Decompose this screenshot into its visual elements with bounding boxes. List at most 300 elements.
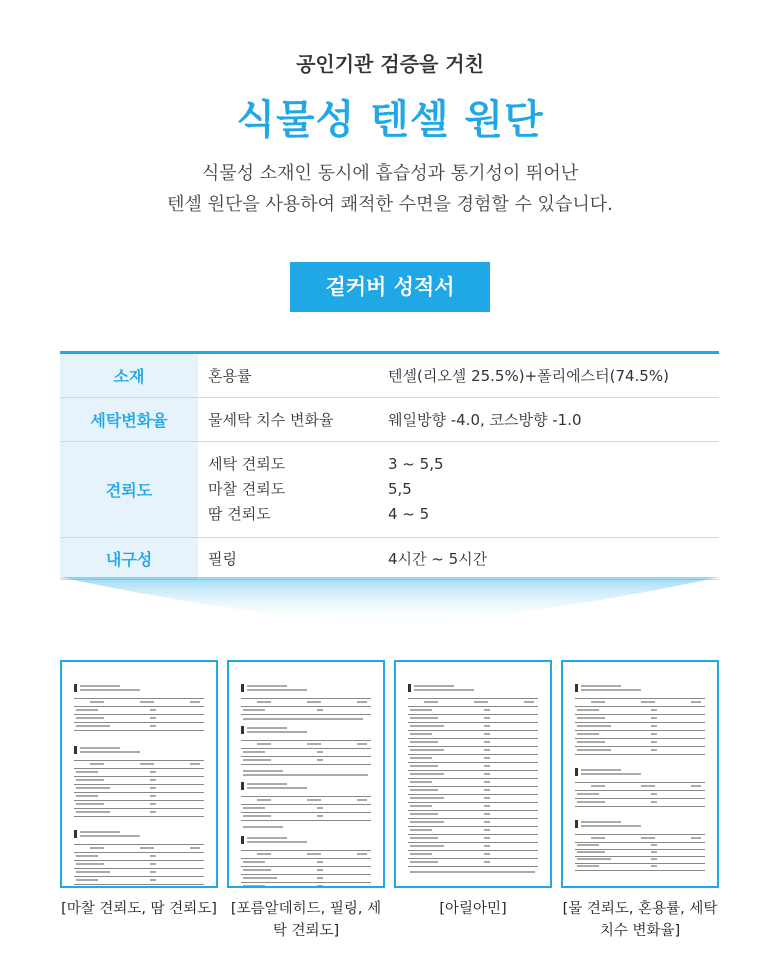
doc-rule — [408, 850, 538, 851]
doc-text-line — [90, 701, 104, 703]
doc-text-line — [577, 793, 599, 795]
doc-text-line — [80, 747, 120, 749]
doc-text-line — [190, 763, 200, 765]
doc-text-line — [484, 757, 490, 759]
doc-text-line — [150, 795, 156, 797]
doc-text-line — [243, 885, 265, 887]
doc-rule — [74, 844, 204, 845]
doc-rule — [241, 764, 371, 765]
doc-rule — [408, 778, 538, 779]
doc-text-line — [484, 725, 490, 727]
doc-text-line — [577, 749, 611, 751]
description — [0, 158, 780, 220]
doc-text-line — [317, 709, 323, 711]
doc-text-line — [577, 733, 599, 735]
doc-text-line — [651, 858, 657, 860]
doc-text-line — [150, 771, 156, 773]
page-title: 식물성 텐셀 원단 — [236, 97, 544, 143]
document-page — [404, 670, 542, 878]
down-arrow-shape — [60, 577, 719, 625]
doc-text-line — [410, 765, 438, 767]
doc-rule — [408, 842, 538, 843]
doc-rule — [575, 738, 705, 739]
doc-marker — [575, 768, 578, 776]
doc-text-line — [257, 743, 271, 745]
doc-rule — [575, 849, 705, 850]
doc-text-line — [484, 749, 490, 751]
doc-rule — [408, 706, 538, 707]
doc-rule — [74, 876, 204, 877]
doc-text-line — [76, 771, 98, 773]
doc-text-line — [641, 785, 655, 787]
doc-text-line — [243, 718, 363, 720]
doc-rule — [241, 866, 371, 867]
document-caption-2 — [216, 898, 396, 942]
doc-marker — [241, 782, 244, 790]
doc-rule — [575, 834, 705, 835]
doc-rule — [575, 706, 705, 707]
doc-text-line — [76, 863, 104, 865]
doc-text-line — [410, 781, 432, 783]
doc-text-line — [691, 701, 701, 703]
doc-text-line — [484, 837, 490, 839]
doc-marker — [241, 726, 244, 734]
doc-text-line — [76, 811, 110, 813]
doc-text-line — [76, 717, 104, 719]
doc-text-line — [410, 861, 438, 863]
doc-text-line — [484, 773, 490, 775]
doc-text-line — [247, 841, 307, 843]
doc-rule — [241, 714, 371, 715]
doc-text-line — [410, 733, 432, 735]
doc-text-line — [80, 751, 140, 753]
description-line-2: 텐셀 원단을 사용하여 쾌적한 수면을 경험할 수 있습니다. — [167, 194, 613, 215]
doc-text-line — [581, 821, 621, 823]
doc-text-line — [591, 701, 605, 703]
doc-rule — [74, 852, 204, 853]
doc-text-line — [474, 701, 488, 703]
spec-table — [60, 351, 719, 580]
doc-marker — [575, 820, 578, 828]
doc-text-line — [257, 701, 271, 703]
doc-text-line — [484, 717, 490, 719]
spec-item: 물세탁 치수 변화율 — [208, 411, 334, 429]
spec-item: 세탁 견뢰도 — [208, 455, 286, 473]
spec-item: 혼용률 — [208, 367, 252, 385]
doc-rule — [408, 722, 538, 723]
doc-text-line — [357, 853, 367, 855]
caption-line: [마찰 견뢰도, 땀 견뢰도] — [61, 901, 217, 917]
doc-marker — [575, 684, 578, 692]
doc-text-line — [577, 717, 605, 719]
doc-text-line — [80, 835, 140, 837]
doc-rule — [575, 746, 705, 747]
doc-rule — [575, 856, 705, 857]
doc-rule — [575, 863, 705, 864]
description-line-1: 식물성 소재인 동시에 흡습성과 통기성이 뛰어난 — [201, 163, 579, 184]
doc-rule — [575, 782, 705, 783]
doc-text-line — [410, 717, 438, 719]
doc-text-line — [247, 731, 307, 733]
doc-text-line — [591, 837, 605, 839]
doc-text-line — [410, 805, 432, 807]
doc-rule — [74, 722, 204, 723]
doc-text-line — [317, 877, 323, 879]
doc-text-line — [581, 769, 621, 771]
doc-text-line — [247, 727, 287, 729]
doc-text-line — [410, 837, 438, 839]
doc-rule — [241, 804, 371, 805]
doc-text-line — [577, 801, 605, 803]
doc-text-line — [651, 793, 657, 795]
spec-label: 내구성 — [60, 538, 198, 579]
doc-text-line — [651, 749, 657, 751]
doc-text-line — [484, 853, 490, 855]
doc-text-line — [150, 709, 156, 711]
doc-text-line — [414, 689, 474, 691]
doc-text-line — [484, 765, 490, 767]
spec-value: 4시간 ~ 5시간 — [388, 550, 488, 568]
doc-text-line — [484, 781, 490, 783]
doc-rule — [408, 810, 538, 811]
spec-value: 4 ~ 5 — [388, 505, 430, 523]
doc-rule — [241, 748, 371, 749]
doc-text-line — [410, 813, 438, 815]
doc-text-line — [484, 845, 490, 847]
doc-text-line — [484, 805, 490, 807]
doc-rule — [575, 722, 705, 723]
doc-text-line — [257, 799, 271, 801]
certificate-button[interactable]: 겉커버 성적서 — [290, 262, 490, 312]
doc-rule — [408, 858, 538, 859]
doc-text-line — [257, 853, 271, 855]
doc-rule — [575, 754, 705, 755]
doc-text-line — [410, 741, 438, 743]
doc-text-line — [307, 701, 321, 703]
doc-rule — [241, 812, 371, 813]
doc-text-line — [90, 763, 104, 765]
doc-text-line — [243, 807, 265, 809]
doc-text-line — [577, 865, 599, 867]
doc-rule — [74, 706, 204, 707]
doc-text-line — [581, 825, 641, 827]
caption-line: [아릴아민] — [439, 901, 507, 917]
doc-text-line — [410, 845, 444, 847]
doc-rule — [74, 884, 204, 885]
doc-rule — [408, 730, 538, 731]
doc-text-line — [247, 787, 307, 789]
doc-text-line — [243, 826, 283, 828]
doc-text-line — [581, 689, 641, 691]
doc-text-line — [410, 829, 432, 831]
doc-rule — [408, 746, 538, 747]
doc-rule — [575, 790, 705, 791]
doc-text-line — [414, 685, 454, 687]
doc-text-line — [410, 797, 444, 799]
doc-text-line — [484, 789, 490, 791]
doc-text-line — [243, 815, 271, 817]
document-page — [237, 670, 375, 878]
doc-text-line — [691, 785, 701, 787]
doc-text-line — [243, 709, 265, 711]
doc-rule — [241, 850, 371, 851]
doc-text-line — [524, 701, 534, 703]
doc-text-line — [651, 801, 657, 803]
doc-text-line — [410, 773, 444, 775]
doc-text-line — [150, 871, 156, 873]
doc-rule — [408, 770, 538, 771]
doc-text-line — [317, 751, 323, 753]
doc-text-line — [140, 701, 154, 703]
doc-rule — [241, 882, 371, 883]
spec-value: 5,5 — [388, 480, 412, 498]
spec-value: 텐셀(리오셀 25.5%)+폴리에스터(74.5%) — [388, 367, 669, 385]
spec-item: 필링 — [208, 550, 237, 568]
doc-text-line — [317, 869, 323, 871]
doc-text-line — [80, 689, 140, 691]
doc-rule — [74, 816, 204, 817]
doc-rule — [575, 842, 705, 843]
doc-text-line — [243, 861, 265, 863]
spec-value: 웨일방향 -4.0, 코스방향 -1.0 — [388, 411, 582, 429]
doc-text-line — [76, 795, 98, 797]
spec-row-fastness — [60, 442, 719, 538]
doc-text-line — [357, 701, 367, 703]
doc-text-line — [150, 787, 156, 789]
doc-text-line — [484, 813, 490, 815]
spec-label: 세탁변화율 — [60, 398, 198, 441]
doc-rule — [241, 756, 371, 757]
doc-rule — [241, 706, 371, 707]
doc-rule — [575, 870, 705, 871]
doc-text-line — [243, 869, 271, 871]
spec-item: 마찰 견뢰도 — [208, 480, 286, 498]
document-page — [571, 670, 709, 878]
doc-text-line — [80, 831, 120, 833]
doc-text-line — [76, 779, 104, 781]
doc-text-line — [140, 847, 154, 849]
document-caption-4 — [550, 898, 730, 942]
spec-row-material — [60, 354, 719, 398]
doc-rule — [74, 800, 204, 801]
doc-rule — [408, 738, 538, 739]
doc-text-line — [317, 815, 323, 817]
document-caption-3 — [383, 898, 563, 920]
doc-rule — [74, 808, 204, 809]
doc-text-line — [410, 789, 438, 791]
doc-marker — [241, 684, 244, 692]
document-page — [70, 670, 208, 878]
doc-rule — [241, 820, 371, 821]
doc-text-line — [243, 770, 283, 772]
doc-text-line — [577, 725, 611, 727]
doc-text-line — [76, 879, 98, 881]
doc-text-line — [577, 844, 599, 846]
doc-text-line — [484, 821, 490, 823]
doc-rule — [575, 714, 705, 715]
doc-text-line — [76, 803, 104, 805]
doc-rule — [408, 794, 538, 795]
doc-text-line — [577, 851, 605, 853]
caption-line: [포름알데히드, 필링, 세 — [230, 901, 382, 917]
doc-rule — [74, 792, 204, 793]
doc-text-line — [243, 751, 265, 753]
doc-text-line — [247, 783, 287, 785]
doc-rule — [575, 806, 705, 807]
doc-text-line — [484, 741, 490, 743]
doc-rule — [408, 762, 538, 763]
doc-text-line — [651, 844, 657, 846]
doc-text-line — [410, 725, 444, 727]
doc-rule — [74, 860, 204, 861]
doc-text-line — [357, 799, 367, 801]
caption-line: 치수 변화율] — [599, 923, 681, 939]
doc-rule — [575, 798, 705, 799]
doc-rule — [241, 874, 371, 875]
doc-text-line — [150, 863, 156, 865]
doc-text-line — [410, 709, 432, 711]
doc-rule — [408, 698, 538, 699]
doc-text-line — [410, 821, 444, 823]
doc-text-line — [581, 685, 621, 687]
doc-rule — [408, 786, 538, 787]
doc-text-line — [76, 787, 110, 789]
doc-text-line — [641, 837, 655, 839]
doc-text-line — [577, 741, 605, 743]
doc-text-line — [641, 701, 655, 703]
certificate-document-4[interactable] — [561, 660, 719, 888]
doc-rule — [408, 826, 538, 827]
doc-text-line — [76, 725, 110, 727]
doc-text-line — [424, 701, 438, 703]
doc-text-line — [243, 877, 277, 879]
doc-rule — [74, 698, 204, 699]
doc-text-line — [243, 774, 368, 776]
spec-row-shrinkage — [60, 398, 719, 442]
doc-text-line — [577, 858, 611, 860]
doc-rule — [74, 760, 204, 761]
doc-rule — [74, 768, 204, 769]
doc-rule — [575, 698, 705, 699]
doc-marker — [241, 836, 244, 844]
doc-rule — [241, 796, 371, 797]
doc-rule — [408, 714, 538, 715]
doc-text-line — [651, 725, 657, 727]
doc-marker — [408, 684, 411, 692]
caption-line: [물 견뢰도, 혼용률, 세탁 — [562, 901, 718, 917]
doc-text-line — [317, 759, 323, 761]
doc-text-line — [76, 855, 98, 857]
doc-text-line — [76, 871, 110, 873]
doc-text-line — [484, 733, 490, 735]
doc-text-line — [76, 709, 98, 711]
doc-text-line — [80, 685, 120, 687]
doc-text-line — [651, 717, 657, 719]
doc-text-line — [651, 741, 657, 743]
doc-rule — [74, 714, 204, 715]
doc-text-line — [484, 797, 490, 799]
doc-rule — [241, 740, 371, 741]
doc-text-line — [651, 865, 657, 867]
doc-text-line — [317, 861, 323, 863]
doc-rule — [74, 868, 204, 869]
certificate-document-3[interactable] — [394, 660, 552, 888]
certificate-document-2[interactable] — [227, 660, 385, 888]
doc-text-line — [651, 709, 657, 711]
doc-rule — [408, 834, 538, 835]
doc-text-line — [484, 861, 490, 863]
doc-text-line — [691, 837, 701, 839]
doc-text-line — [243, 759, 271, 761]
spec-item: 땀 견뢰도 — [208, 505, 271, 523]
document-caption-1 — [49, 898, 229, 920]
doc-text-line — [247, 685, 287, 687]
doc-text-line — [90, 847, 104, 849]
doc-text-line — [150, 887, 156, 888]
doc-text-line — [247, 837, 287, 839]
doc-text-line — [357, 743, 367, 745]
doc-text-line — [307, 743, 321, 745]
doc-text-line — [410, 757, 432, 759]
doc-text-line — [150, 725, 156, 727]
doc-text-line — [410, 853, 432, 855]
doc-text-line — [150, 811, 156, 813]
doc-marker — [74, 746, 77, 754]
doc-text-line — [651, 733, 657, 735]
doc-text-line — [150, 879, 156, 881]
doc-text-line — [591, 785, 605, 787]
doc-text-line — [317, 807, 323, 809]
doc-rule — [408, 818, 538, 819]
spec-value: 3 ~ 5,5 — [388, 455, 444, 473]
doc-text-line — [410, 749, 444, 751]
certificate-document-1[interactable] — [60, 660, 218, 888]
doc-rule — [241, 858, 371, 859]
doc-text-line — [150, 855, 156, 857]
doc-rule — [74, 776, 204, 777]
doc-text-line — [150, 803, 156, 805]
doc-rule — [241, 698, 371, 699]
spec-row-durability — [60, 538, 719, 580]
doc-text-line — [410, 871, 535, 873]
doc-text-line — [150, 779, 156, 781]
doc-rule — [408, 754, 538, 755]
doc-text-line — [76, 887, 104, 888]
doc-text-line — [317, 885, 323, 887]
doc-text-line — [484, 829, 490, 831]
doc-text-line — [651, 851, 657, 853]
doc-rule — [74, 784, 204, 785]
doc-rule — [408, 802, 538, 803]
doc-text-line — [307, 853, 321, 855]
doc-marker — [74, 830, 77, 838]
doc-marker — [74, 684, 77, 692]
doc-rule — [408, 866, 538, 867]
doc-text-line — [190, 847, 200, 849]
doc-rule — [74, 730, 204, 731]
caption-line: 탁 견뢰도] — [272, 923, 340, 939]
doc-text-line — [190, 701, 200, 703]
doc-text-line — [150, 717, 156, 719]
doc-text-line — [484, 709, 490, 711]
doc-text-line — [247, 689, 307, 691]
doc-rule — [575, 730, 705, 731]
doc-text-line — [307, 799, 321, 801]
doc-text-line — [140, 763, 154, 765]
spec-label: 소재 — [60, 354, 198, 397]
doc-text-line — [581, 773, 641, 775]
subtitle: 공인기관 검증을 거친 — [296, 52, 484, 76]
